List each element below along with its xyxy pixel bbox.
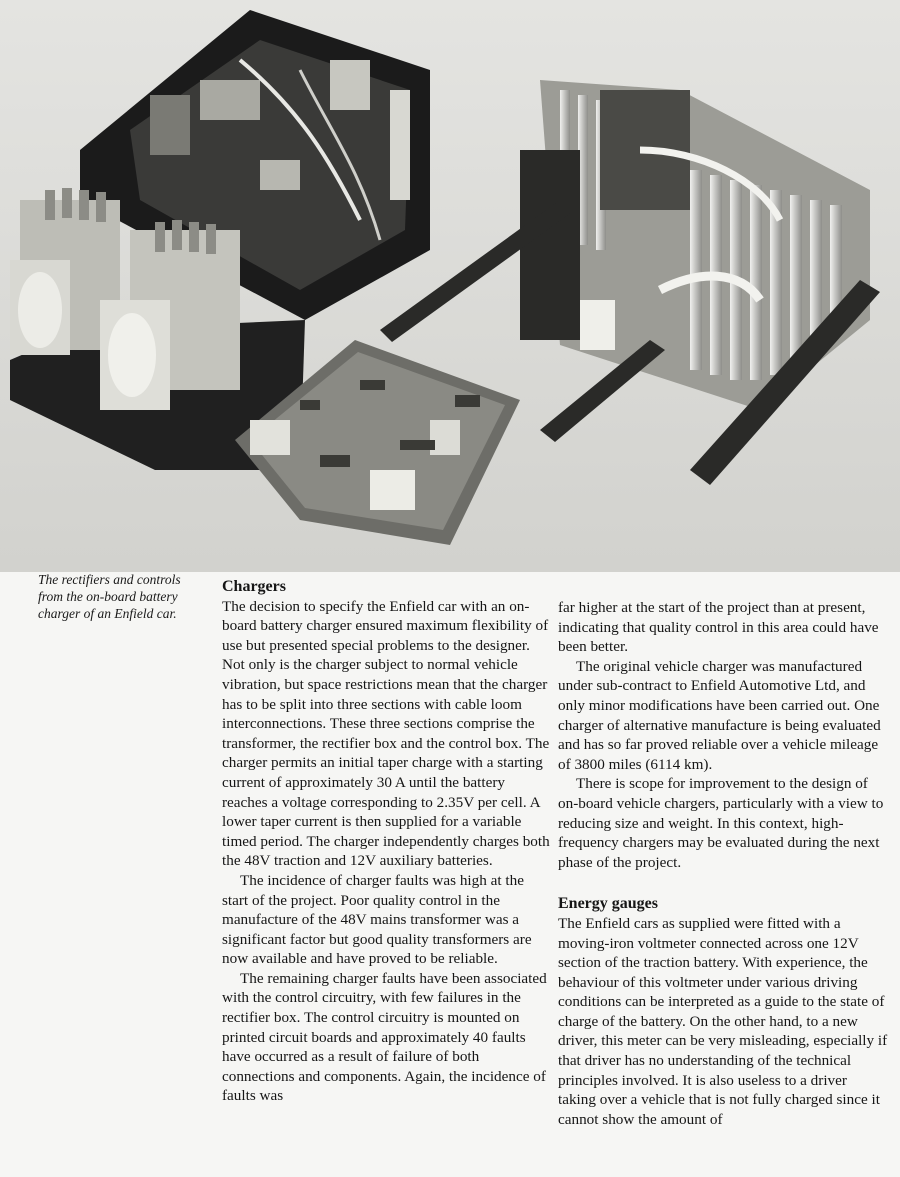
paragraph: The incidence of charger faults was high at the start of the project. Poor quality control in the manufacture of the 48V mains transformer was a significant factor but good quality transformers are now available and have proved to be reliable. (222, 871, 532, 968)
section-spacer (558, 872, 888, 894)
caption-line: The rectifiers and controls (38, 572, 181, 587)
section-heading-energy-gauges: Energy gauges (558, 895, 658, 913)
article-column-2 (558, 598, 888, 1129)
section-heading-chargers: Chargers (222, 578, 286, 595)
charger-photo (0, 0, 900, 572)
paragraph: The decision to specify the Enfield car with an on-board battery charger ensured maximum flexibility of use but presented special problems to the designer. Not only is the charger subject to normal vehicle vibration, but space restrictions mean that the charger has to be split into three sections with cable loom interconnections. These three sections comprise the transformer, the rectifier box and the control box. The charger permits an initial taper charge with a starting current of approximately 30 A until the battery reaches a voltage corresponding to 2.35V per cell. A lower taper current is then supplied for a variable timed period. The charger independently charges both the 48V traction and 12V auxiliary batteries. (222, 597, 550, 870)
caption-line: charger of an Enfield car. (38, 606, 177, 621)
caption-line: from the on-board battery (38, 589, 178, 604)
paragraph: The Enfield cars as supplied were fitted with a moving-iron voltmeter connected across one 12V section of the traction battery. With experience, the behaviour of this voltmeter under various driving conditions can be interpreted as a guide to the state of charge of the battery. On the other hand, to a new driver, this meter can be very misleading, especially if that driver has no understanding of the technical principles involved. It is also useless to a driver taking over a vehicle that is not fully charged since it cannot show the amount of (558, 914, 888, 1128)
paragraph: far higher at the start of the project than at present, indicating that quality control in this area could have been better. (558, 599, 879, 656)
paragraph: The original vehicle charger was manufactured under sub-contract to Enfield Automotive Ltd, and only minor modifications have been carried out. One charger of alternative manufacture is being evaluated and has so far proved reliable over a vehicle mileage of 3800 miles (6114 km). (558, 657, 881, 773)
paragraph: The remaining charger faults have been associated with the control circuitry, with few failures in the rectifier box. The control circuitry is mounted on printed circuit boards and approximately 40 faults have occurred as a result of failure of both connections and components. Again, the incidence of faults was (222, 969, 547, 1105)
article-column-1 (222, 577, 550, 1106)
paragraph: There is scope for improvement to the design of on-board vehicle chargers, particularly with a view to reducing size and weight. In this context, high-frequency chargers may be evaluated during the next phase of the project. (558, 775, 884, 871)
charger-photo-illustration (0, 0, 900, 572)
photo-caption (38, 571, 198, 622)
